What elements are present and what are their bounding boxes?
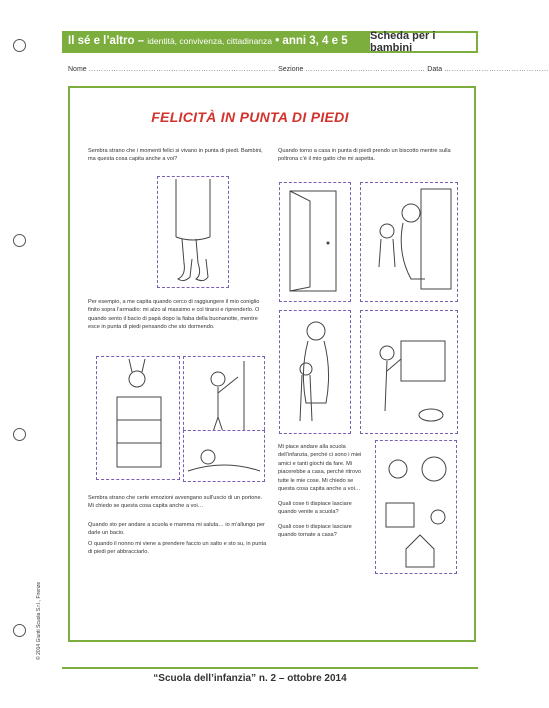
text-p2: Per esempio, a me capita quando cerco di raggiungere il mio coniglio finito sopra l’armadio: mi alzo al massimo e col tirarsi e riprenderlo. O quando sento il bacio di papà dopo la fiaba della buonanotte, mentre esce in punta di piedi pensando che sto dormendo. <box>88 299 260 331</box>
illustration-toys <box>375 440 457 574</box>
date-label: Data <box>427 66 443 73</box>
illustration-child-bed <box>183 430 265 482</box>
illustration-grandpa-hug <box>279 310 351 434</box>
bed-icon <box>184 431 264 481</box>
illustration-tiptoe-feet <box>157 176 229 288</box>
copyright-notice: © 2014 Giunti Scuola S.r.l., Firenze <box>36 581 42 660</box>
bunny-dresser-icon <box>97 357 179 479</box>
text-p5: O quando il nonno mi viene a prendere faccio un salto e sto su, in punta di piedi per abbracciarlo. <box>88 541 267 556</box>
cookie-cat-icon <box>361 311 457 433</box>
illustration-cookie-cat <box>360 310 458 434</box>
illustration-mother-kiss <box>360 182 458 302</box>
text-p6: Quando torno a casa in punta di piedi prendo un biscotto mentre sulla poltrona c’è il mio gatto che mi aspetta. <box>278 148 451 163</box>
section-label: Sezione <box>278 66 304 73</box>
text-p3: Sembra strano che certe emozioni avvengano sull’uscio di un portone. Mi chiedo se questa cosa capita anche a voi… <box>88 495 263 510</box>
header-tag: Scheda per i bambini <box>368 31 478 53</box>
student-fields: Nome ………………………………………………………………… Sezione ………………………………………… Data …………………………………… <box>68 66 549 73</box>
binder-ring-4 <box>13 624 26 637</box>
binder-ring-1 <box>13 39 26 52</box>
name-label: Nome <box>68 66 87 73</box>
illustration-door <box>279 182 351 302</box>
tiptoe-feet-icon <box>158 177 228 287</box>
text-p7: Mi piace andare alla scuola dell’infanzia, perché ci sono i miei amici e tanti giochi da fare. Mi piacerebbe a casa, perché ritrovo tutte le mie cose. Mi chiedo se questa cosa capita anche a voi… <box>278 444 362 493</box>
page-title: FELICITÀ IN PUNTA DI PIEDI <box>151 109 349 125</box>
illustration-child-reaching <box>183 356 265 440</box>
child-reaching-icon <box>184 357 264 439</box>
footer-rule <box>62 667 478 669</box>
text-p8: Quali cose ti dispiace lasciare quando venite a scuola? <box>278 501 352 516</box>
illustration-bunny-dresser <box>96 356 180 480</box>
text-p9: Quali cose ti dispiace lasciare quando tornate a casa? <box>278 524 352 539</box>
grandpa-child-icon <box>280 311 350 433</box>
binder-ring-3 <box>13 428 26 441</box>
text-p1: Sembra strano che i momenti felici si vivano in punta di piedi. Bambini, ma questa cosa capita anche a voi? <box>88 148 263 163</box>
text-p4: Quando sto per andare a scuola e mamma mi saluta… io m’allungo per darle un bacio. <box>88 522 265 537</box>
binder-ring-2 <box>13 234 26 247</box>
footer-title: “Scuola dell’infanzia” n. 2 – ottobre 2014 <box>153 673 347 684</box>
mother-child-icon <box>361 183 457 301</box>
door-icon <box>280 183 350 301</box>
toys-icon <box>376 441 456 573</box>
header-title: Il sé e l’altro – identità, convivenza, cittadinanza • anni 3, 4 e 5 <box>68 35 348 47</box>
